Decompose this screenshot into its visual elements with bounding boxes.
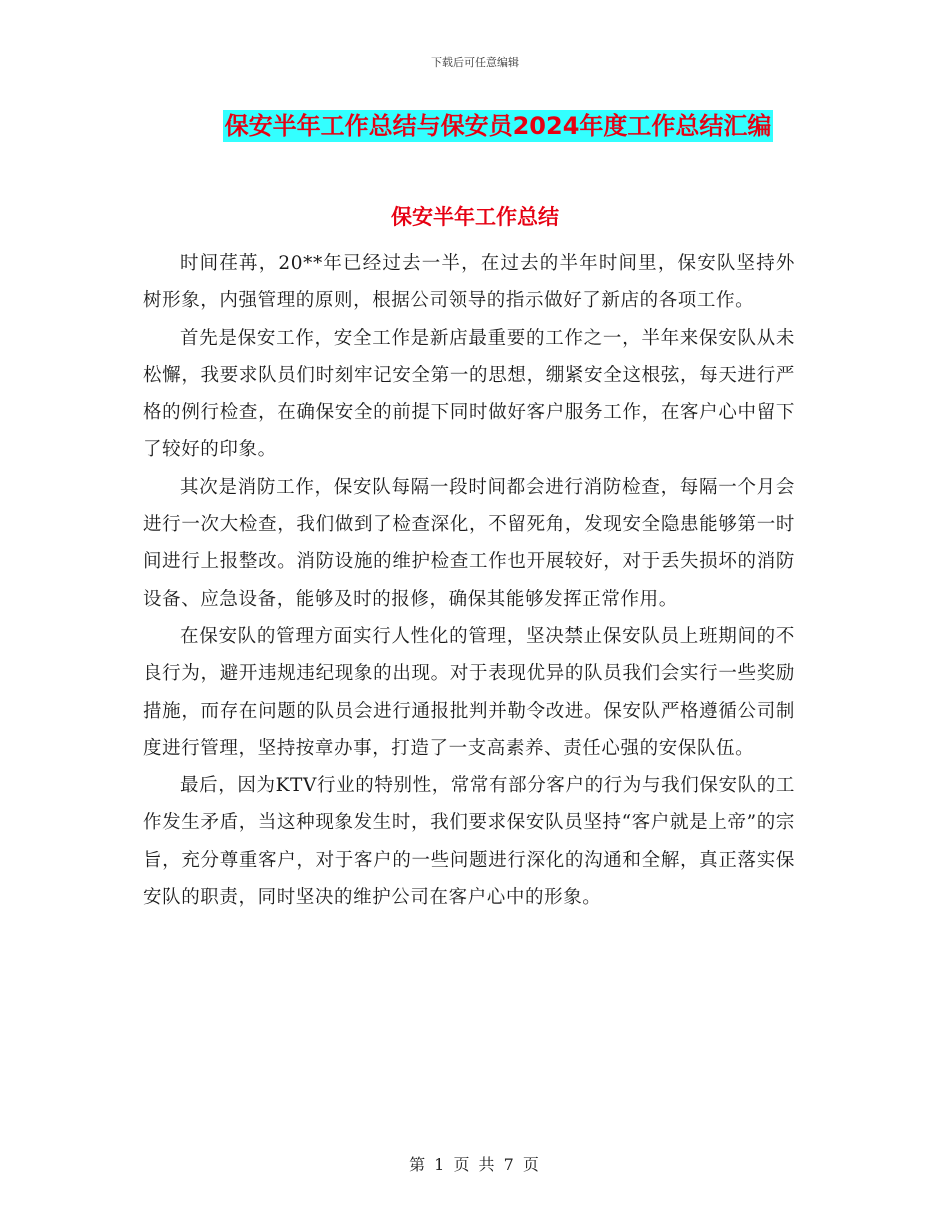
- page-number-footer: 第 1 页 共 7 页: [409, 1155, 541, 1174]
- document-title: 保安半年工作总结与保安员2024年度工作总结汇编: [224, 112, 772, 140]
- document-body: [143, 245, 795, 916]
- paragraph: 其次是消防工作，保安队每隔一段时间都会进行消防检查，每隔一个月会进行一次大检查，我们做到了检查深化，不留死角，发现安全隐患能够第一时间进行上报整改。消防设施的维护检查工作也开展较好，对于丢失损坏的消防设备、应急设备，能够及时的报修，确保其能够发挥正常作用。: [143, 476, 795, 610]
- paragraph: 时间荏苒，20**年已经过去一半，在过去的半年时间里，保安队坚持外树形象，内强管理的原则，根据公司领导的指示做好了新店的各项工作。: [143, 253, 795, 312]
- header-note: 下载后可任意编辑: [431, 56, 519, 69]
- paragraph: 首先是保安工作，安全工作是新店最重要的工作之一，半年来保安队从未松懈，我要求队员们时刻牢记安全第一的思想，绷紧安全这根弦，每天进行严格的例行检查，在确保安全的前提下同时做好客户服务工作，在客户心中留下了较好的印象。: [143, 327, 795, 461]
- section-title: 保安半年工作总结: [391, 205, 559, 229]
- paragraph: 最后，因为KTV行业的特别性，常常有部分客户的行为与我们保安队的工作发生矛盾，当这种现象发生时，我们要求保安队员坚持“客户就是上帝”的宗旨，充分尊重客户，对于客户的一些问题进行深化的沟通和全解，真正落实保安队的职责，同时坚决的维护公司在客户心中的形象。: [143, 775, 795, 909]
- document-title-wrapper: [0, 110, 950, 142]
- paragraph: 在保安队的管理方面实行人性化的管理，坚决禁止保安队员上班期间的不良行为，避开违规违纪现象的出现。对于表现优异的队员我们会实行一些奖励措施，而存在问题的队员会进行通报批判并勒令改进。保安队严格遵循公司制度进行管理，坚持按章办事，打造了一支高素养、责任心强的安保队伍。: [143, 625, 795, 759]
